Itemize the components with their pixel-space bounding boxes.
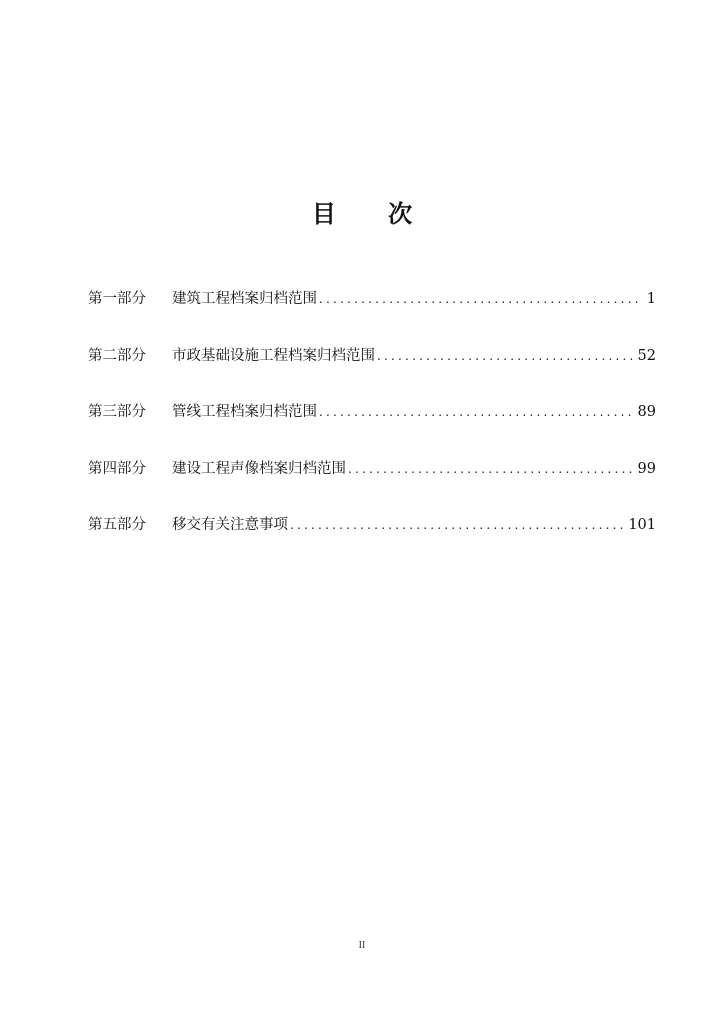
page-number-footer: II: [358, 940, 366, 951]
toc-leader-dots: [290, 511, 624, 539]
toc-entry-part-1[interactable]: [88, 285, 656, 313]
toc-entry-title: 管线工程档案归档范围: [172, 404, 317, 420]
toc-part-label: 第一部分: [88, 291, 146, 307]
toc-entry-part-3[interactable]: [88, 398, 656, 426]
toc-page-number: 52: [637, 347, 656, 364]
toc-part-label: 第三部分: [88, 404, 146, 420]
toc-entry-title: 建筑工程档案归档范围: [172, 291, 317, 307]
toc-entry-title: 建设工程声像档案归档范围: [172, 460, 346, 477]
toc-page-number: 1: [646, 291, 656, 307]
toc-leader-dots: [348, 455, 634, 483]
toc-entry-part-4[interactable]: [88, 455, 656, 483]
toc-leader-dots: [319, 398, 634, 426]
toc-entry-title: 移交有关注意事项: [172, 517, 288, 533]
toc-part-label: 第五部分: [88, 517, 146, 533]
toc-entry-title: 市政基础设施工程档案归档范围: [172, 347, 375, 364]
page-title: 目 次: [311, 199, 435, 228]
toc-entry-part-2[interactable]: [88, 342, 656, 370]
toc-page-number: 99: [637, 460, 656, 477]
toc-part-label: 第二部分: [88, 347, 146, 364]
toc-page-number: 89: [637, 404, 656, 420]
toc-entry-part-5[interactable]: [88, 511, 656, 539]
table-of-contents: [88, 285, 656, 568]
toc-page-number: 101: [628, 517, 656, 533]
toc-leader-dots: [377, 342, 634, 370]
toc-leader-dots: [319, 285, 642, 313]
toc-part-label: 第四部分: [88, 460, 146, 477]
